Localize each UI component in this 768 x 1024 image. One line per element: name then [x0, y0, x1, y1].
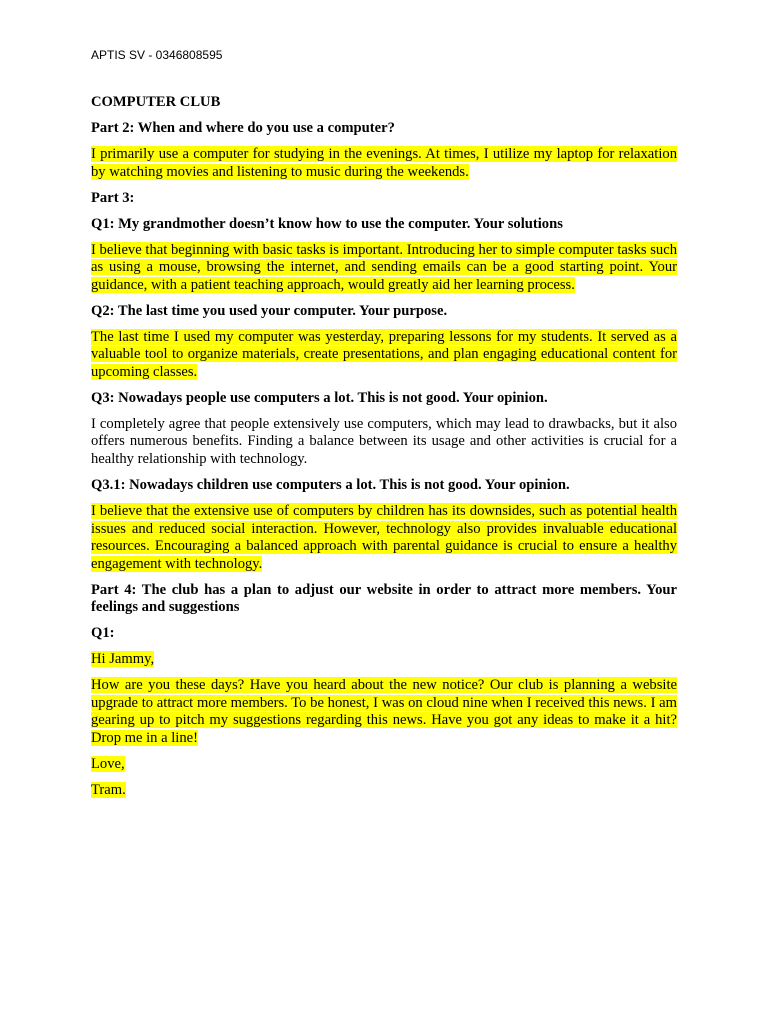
- document-body: [91, 94, 677, 808]
- document-title: COMPUTER CLUB: [91, 94, 221, 110]
- q3-1-answer: I believe that the extensive use of computers by children has its downsides, such as potential health issues and reduced social interaction. However, technology also provides invaluable educational resources. Encouraging a balanced approach with parental guidance is crucial to ensure a healthy engagement with technology.: [91, 502, 677, 572]
- q1-question: Q1: My grandmother doesn’t know how to use the computer. Your solutions: [91, 215, 563, 232]
- q3-question: Q3: Nowadays people use computers a lot. This is not good. Your opinion.: [91, 389, 548, 406]
- letter-greeting: Hi Jammy,: [91, 651, 155, 668]
- page-header: APTIS SV - 0346808595: [91, 48, 223, 62]
- q2-question: Q2: The last time you used your computer. Your purpose.: [91, 302, 448, 319]
- q2-answer: The last time I used my computer was yesterday, preparing lessons for my students. It served as a valuable tool to organize materials, create presentations, and plan engaging educational content for upcoming classes.: [91, 328, 677, 380]
- part2-question: Part 2: When and where do you use a computer?: [91, 119, 395, 136]
- letter-closing: Love,: [91, 756, 125, 773]
- part2-answer: I primarily use a computer for studying in the evenings. At times, I utilize my laptop for relaxation by watching movies and listening to music during the weekends.: [91, 145, 677, 180]
- q3-1-question: Q3.1: Nowadays children use computers a lot. This is not good. Your opinion.: [91, 477, 570, 493]
- part3-heading: Part 3:: [91, 189, 135, 206]
- q3-answer: I completely agree that people extensively use computers, which may lead to drawbacks, but it also offers numerous benefits. Finding a balance between its usage and other activities is crucial for a healthy relationship with technology.: [91, 415, 677, 468]
- part4-q1-label: Q1:: [91, 625, 115, 642]
- letter-signature: Tram.: [91, 782, 126, 799]
- letter-body: How are you these days? Have you heard about the new notice? Our club is planning a website upgrade to attract more members. To be honest, I was on cloud nine when I received this news. I am gearing up to pitch my suggestions regarding this news. Have you got any ideas to make it a hit? Drop me in a line!: [91, 677, 677, 747]
- part4-question: Part 4: The club has a plan to adjust our website in order to attract more members. Your feelings and suggestions: [91, 581, 677, 616]
- q1-answer: I believe that beginning with basic tasks is important. Introducing her to simple computer tasks such as using a mouse, browsing the internet, and sending emails can be a good starting point. Your guidance, with a patient teaching approach, would greatly aid her learning process.: [91, 241, 677, 293]
